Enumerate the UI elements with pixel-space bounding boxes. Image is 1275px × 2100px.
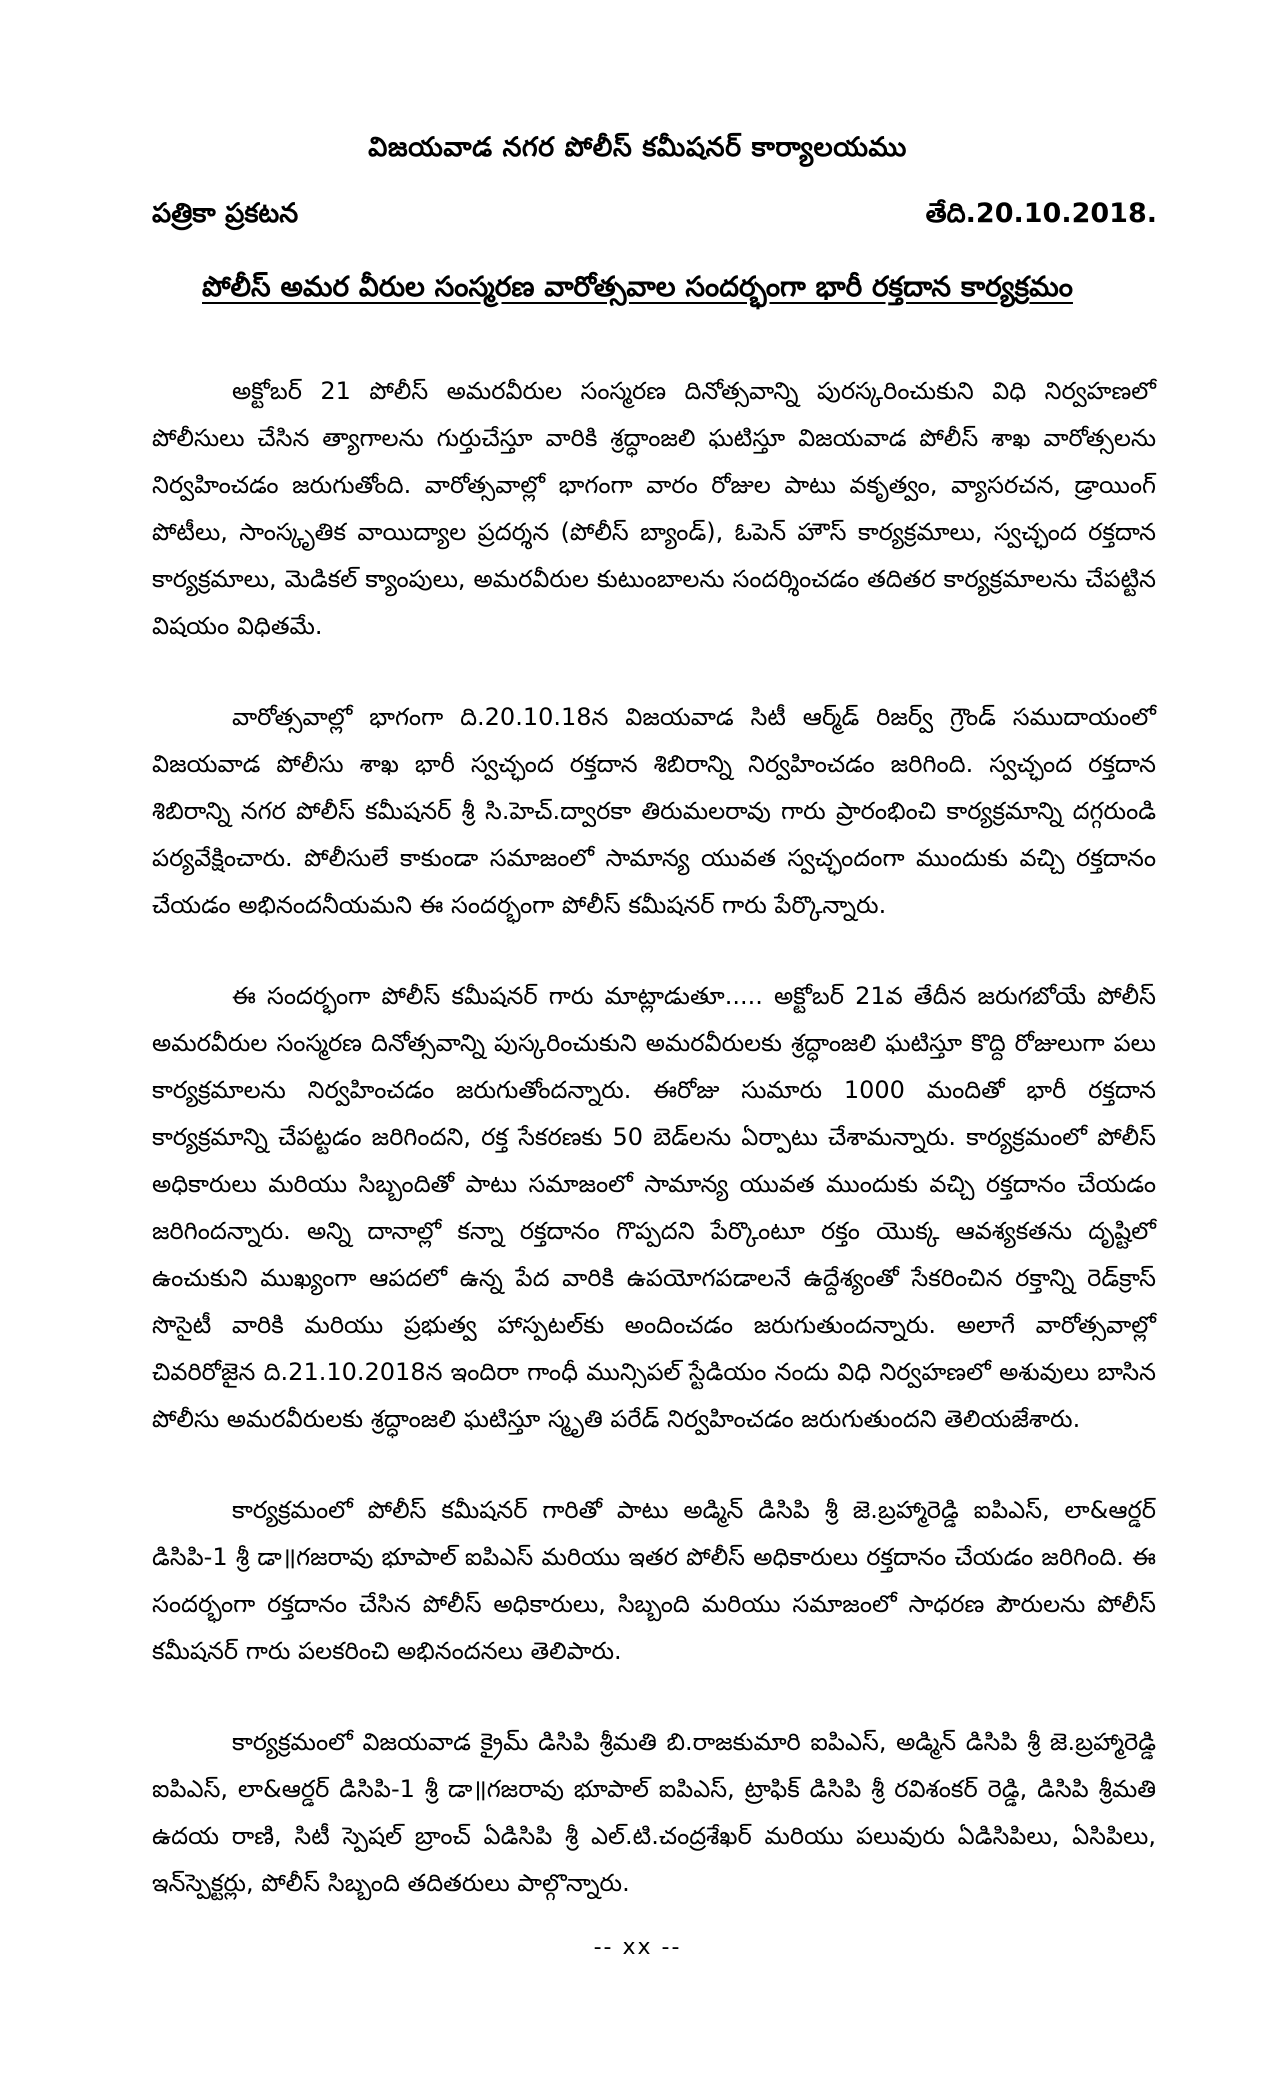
paragraph-3: ఈ సందర్భంగా పోలీస్ కమీషనర్ గారు మాట్లాడుతూ..... అక్టోబర్ 21వ తేదీన జరుగబోయే పోలీస్ అమరవీరుల సంస్మరణ దినోత్సవాన్ని పుస్కరించుకుని అమరవీరులకు శ్రద్ధాంజలి ఘటిస్తూ కొద్ది రోజులుగా పలు కార్యక్రమాలను నిర్వహించడం జరుగుతోందన్నారు. ఈరోజు సుమారు 1000 మందితో భారీ రక్తదాన కార్యక్రమాన్ని చేపట్టడం జరిగిందని, రక్త సేకరణకు 50 బెడ్‌లను ఏర్పాటు చేశామన్నారు. కార్యక్రమంలో పోలీస్ అధికారులు మరియు సిబ్బందితో పాటు సమాజంలో సామాన్య యువత ముందుకు వచ్చి రక్తదానం చేయడం జరిగిందన్నారు. అన్ని దానాల్లో కన్నా రక్తదానం గొప్పదని పేర్కొంటూ రక్తం యొక్క ఆవశ్యకతను దృష్టిలో ఉంచుకుని ముఖ్యంగా ఆపదలో ఉన్న పేద వారికి ఉపయోగపడాలనే ఉద్దేశ్యంతో సేకరించిన రక్తాన్ని రెడ్‌క్రాస్ సొసైటీ వారికి మరియు ప్రభుత్వ హాస్పటల్‌కు అందించడం జరుగుతుందన్నారు. అలాగే వారోత్సవాల్లో చివరిరోజైన ది.21.10.2018న ఇందిరా గాంధీ మున్సిపల్ స్టేడియం నందు విధి నిర్వహణలో అశువులు బాసిన పోలీసు అమరవీరులకు శ్రద్ధాంజలి ఘటిస్తూ స్మృతి పరేడ్ నిర్వహించడం జరుగుతుందని తెలియజేశారు. <box>152 982 1156 1433</box>
meta-row <box>152 198 1157 238</box>
press-release-label: పత్రికా ప్రకటన <box>152 198 299 229</box>
closing-mark: -- xx -- <box>593 1935 682 1960</box>
headline: పోలీస్ అమర వీరుల సంస్మరణ వారోత్సవాల సందర్భంగా భారీ రక్తదాన కార్యక్రమం <box>202 270 1073 303</box>
body-text <box>152 368 1156 1951</box>
paragraph-5: కార్యక్రమంలో విజయవాడ క్రైమ్ డిసిపి శ్రీమతి బి.రాజకుమారి ఐపిఎస్, అడ్మిన్ డిసిపి శ్రీ జె.బ్రహ్మారెడ్డి ఐపిఎస్, లా&ఆర్డర్ డిసిపి-1 శ్రీ డా॥గజరావు భూపాల్ ఐపిఎస్, ట్రాఫిక్ డిసిపి శ్రీ రవిశంకర్ రెడ్డి, డిసిపి శ్రీమతి ఉదయ రాణి, సిటీ స్పెషల్ బ్రాంచ్ ఏడిసిపి శ్రీ ఎల్.టి.చంద్రశేఖర్ మరియు పలువురు ఏడిసిపిలు, ఏసిపిలు, ఇన్‌స్పెక్టర్లు, పోలీస్ సిబ్బంది తదితరులు పాల్గొన్నారు. <box>152 1728 1156 1897</box>
paragraph-2: వారోత్సవాల్లో భాగంగా ది.20.10.18న విజయవాడ సిటీ ఆర్మ్‌డ్ రిజర్వ్ గ్రౌండ్ సముదాయంలో విజయవాడ పోలీసు శాఖ భారీ స్వచ్ఛంద రక్తదాన శిబిరాన్ని నిర్వహించడం జరిగింది. స్వచ్ఛంద రక్తదాన శిబిరాన్ని నగర పోలీస్ కమీషనర్ శ్రీ సి.హెచ్.ద్వారకా తిరుమలరావు గారు ప్రారంభించి కార్యక్రమాన్ని దగ్గరుండి పర్యవేక్షించారు. పోలీసులే కాకుండా సమాజంలో సామాన్య యువత స్వచ్ఛందంగా ముందుకు వచ్చి రక్తదానం చేయడం అభినందనీయమని ఈ సందర్భంగా పోలీస్ కమీషనర్ గారు పేర్కొన్నారు. <box>152 703 1156 919</box>
office-title: విజయవాడ నగర పోలీస్ కమీషనర్ కార్యాలయము <box>368 132 907 163</box>
release-date: తేది.20.10.2018. <box>925 198 1157 229</box>
paragraph-4: కార్యక్రమంలో పోలీస్ కమీషనర్ గారితో పాటు అడ్మిన్ డిసిపి శ్రీ జె.బ్రహ్మారెడ్డి ఐపిఎస్, లా&ఆర్డర్ డిసిపి-1 శ్రీ డా॥గజరావు భూపాల్ ఐపిఎస్ మరియు ఇతర పోలీస్ అధికారులు రక్తదానం చేయడం జరిగింది. ఈ సందర్భంగా రక్తదానం చేసిన పోలీస్ అధికారులు, సిబ్బంది మరియు సమాజంలో సాధరణ పౌరులను పోలీస్ కమీషనర్ గారు పలకరించి అభినందనలు తెలిపారు. <box>152 1496 1156 1665</box>
paragraph-1: అక్టోబర్ 21 పోలీస్ అమరవీరుల సంస్మరణ దినోత్సవాన్ని పురస్కరించుకుని విధి నిర్వహణలో పోలీసులు చేసిన త్యాగాలను గుర్తుచేస్తూ వారికి శ్రద్ధాంజలి ఘటిస్తూ విజయవాడ పోలీస్ శాఖ వారోత్సలను నిర్వహించడం జరుగుతోంది. వారోత్సవాల్లో భాగంగా వారం రోజుల పాటు వకృత్వం, వ్యాసరచన, డ్రాయింగ్ పోటీలు, సాంస్కృతిక వాయిద్యాల ప్రదర్శన (పోలీస్ బ్యాండ్), ఓపెన్ హౌస్ కార్యక్రమాలు, స్వచ్ఛంద రక్తదాన కార్యక్రమాలు, మెడికల్ క్యాంపులు, అమరవీరుల కుటుంబాలను సందర్శించడం తదితర కార్యక్రమాలను చేపట్టిన విషయం విధితమే. <box>152 377 1156 640</box>
